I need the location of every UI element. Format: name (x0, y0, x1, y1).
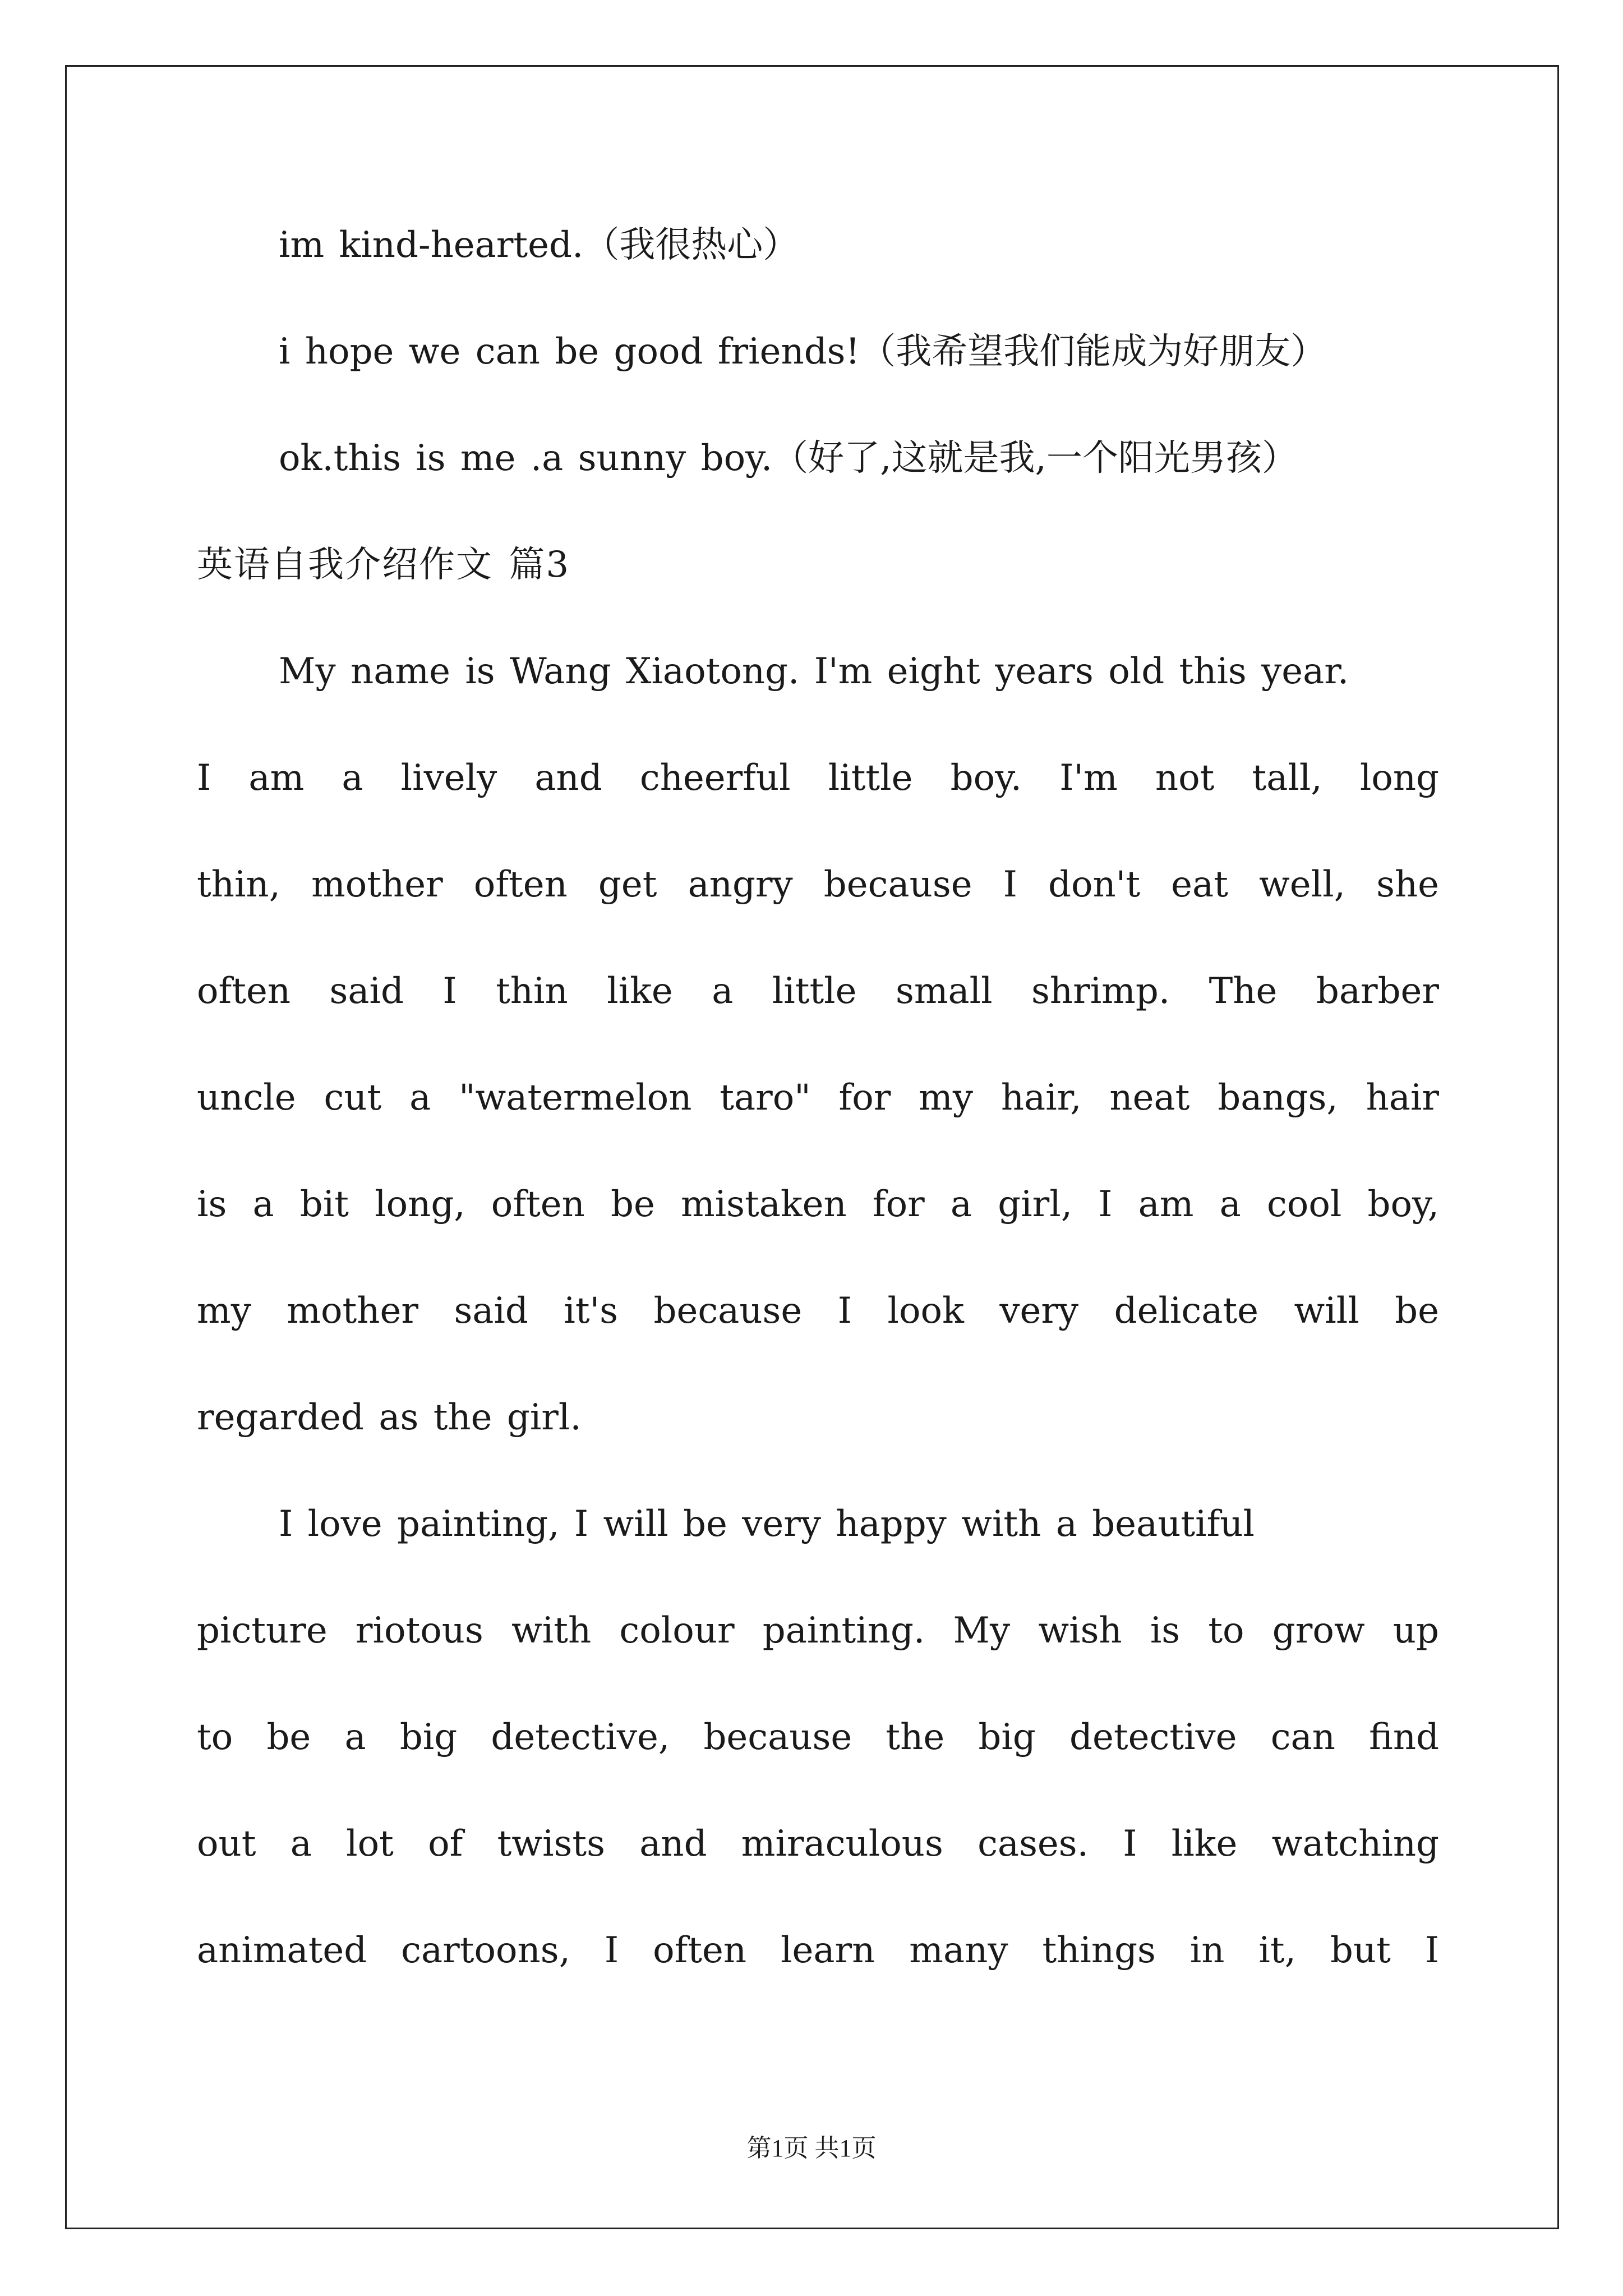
text-line: my mother said it's because I look very delicate will be (197, 1290, 1439, 1332)
text-line: I love painting, I will be very happy with a beautiful (279, 1503, 1255, 1545)
page-number: 第1页 共1页 (746, 2134, 877, 2162)
text-line: thin, mother often get angry because I don't eat well, she (197, 864, 1439, 905)
text-line: animated cartoons, I often learn many things in it, but I (197, 1930, 1439, 1971)
text-line: regarded as the girl. (197, 1397, 582, 1438)
text-line: to be a big detective, because the big detective can find (197, 1717, 1439, 1758)
text-line: picture riotous with colour painting. My wish is to grow up (197, 1610, 1439, 1651)
document-body (197, 217, 1439, 2029)
text-line: My name is Wang Xiaotong. I'm eight years old this year. (279, 651, 1349, 692)
text-line: ok.this is me .a sunny boy.（好了,这就是我,一个阳光男孩） (279, 438, 1298, 479)
text-line: uncle cut a "watermelon taro" for my hair, neat bangs, hair (197, 1077, 1439, 1119)
text-line: out a lot of twists and miraculous cases. I like watching (197, 1823, 1439, 1865)
section-heading: 英语自我介绍作文 篇3 (197, 544, 570, 586)
page-footer (0, 2132, 1623, 2165)
text-line: often said I thin like a little small shrimp. The barber (197, 970, 1439, 1012)
text-line: i hope we can be good friends!（我希望我们能成为好朋友） (279, 331, 1327, 372)
text-line: im kind-hearted.（我很热心） (279, 224, 799, 266)
text-line: is a bit long, often be mistaken for a girl, I am a cool boy, (197, 1184, 1439, 1225)
text-line: I am a lively and cheerful little boy. I'm not tall, long (197, 757, 1439, 799)
